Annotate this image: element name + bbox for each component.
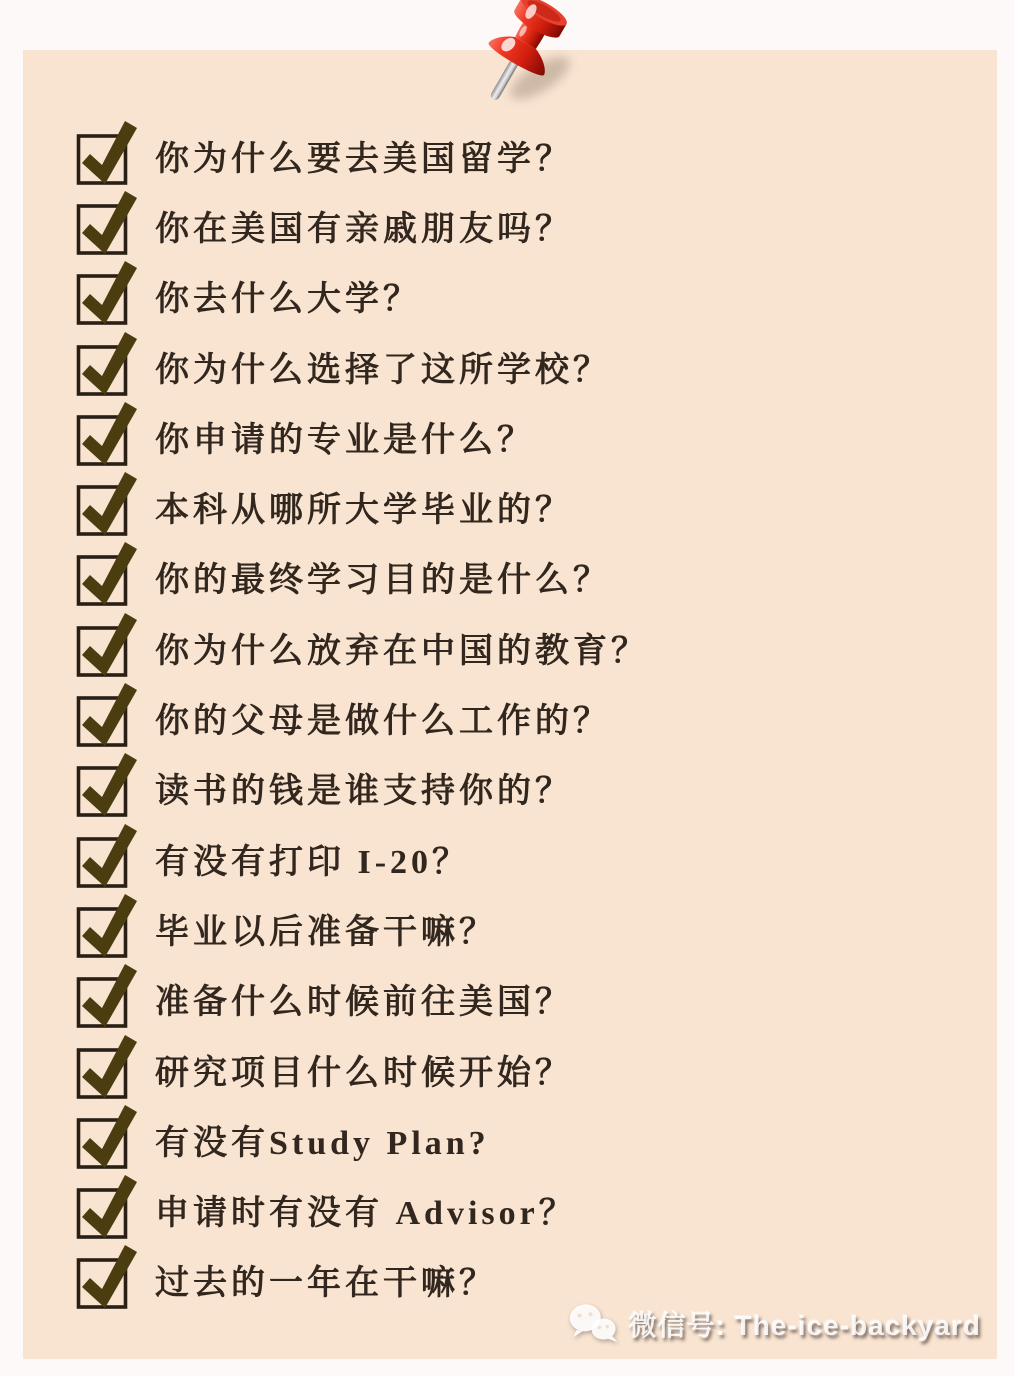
item-label: 你去什么大学？ <box>155 281 421 319</box>
checklist-item <box>23 1174 997 1244</box>
checklist-item <box>23 401 997 471</box>
checklist-item <box>23 471 997 541</box>
checked-checkbox-icon <box>75 536 141 610</box>
checklist-item <box>23 1104 997 1174</box>
wechat-icon <box>569 1301 619 1347</box>
checked-checkbox-icon <box>75 115 141 189</box>
watermark-text: 微信号: The-ice-backyard <box>628 1310 981 1341</box>
checked-checkbox-icon <box>75 747 141 821</box>
item-label: 有没有打印 I-20？ <box>155 843 471 881</box>
red-pushpin-icon <box>448 0 598 138</box>
checked-checkbox-icon <box>75 958 141 1032</box>
checked-checkbox-icon <box>75 818 141 892</box>
item-label: 你在美国有亲戚朋友吗？ <box>155 210 573 248</box>
item-label: 申请时有没有 Advisor？ <box>155 1195 577 1233</box>
item-label: 本科从哪所大学毕业的？ <box>155 492 573 530</box>
checklist-item <box>23 682 997 752</box>
checklist-item <box>23 893 997 963</box>
item-label: 读书的钱是谁支持你的？ <box>155 773 573 811</box>
checked-checkbox-icon <box>75 1099 141 1173</box>
item-label: 有没有Study Plan? <box>155 1124 490 1162</box>
checklist-item <box>23 753 997 823</box>
checked-checkbox-icon <box>75 396 141 470</box>
checked-checkbox-icon <box>75 326 141 400</box>
checklist-item <box>23 331 997 401</box>
note-panel <box>23 50 997 1359</box>
item-label: 研究项目什么时候开始？ <box>155 1054 573 1092</box>
checklist-item <box>23 823 997 893</box>
checklist-item <box>23 190 997 260</box>
checklist-item <box>23 1034 997 1104</box>
checklist <box>23 120 997 1315</box>
checked-checkbox-icon <box>75 185 141 259</box>
item-label: 毕业以后准备干嘛？ <box>155 913 497 951</box>
checked-checkbox-icon <box>75 255 141 329</box>
item-label: 你为什么选择了这所学校？ <box>155 351 611 389</box>
item-label: 准备什么时候前往美国？ <box>155 984 573 1022</box>
checked-checkbox-icon <box>75 1239 141 1313</box>
checklist-item <box>23 964 997 1034</box>
checked-checkbox-icon <box>75 1169 141 1243</box>
checklist-item <box>23 542 997 612</box>
checked-checkbox-icon <box>75 607 141 681</box>
checked-checkbox-icon <box>75 466 141 540</box>
checked-checkbox-icon <box>75 888 141 962</box>
item-label: 你为什么放弃在中国的教育？ <box>155 632 649 670</box>
item-label: 你的最终学习目的是什么？ <box>155 562 611 600</box>
item-label: 你申请的专业是什么？ <box>155 421 535 459</box>
checked-checkbox-icon <box>75 677 141 751</box>
item-label: 你为什么要去美国留学？ <box>155 140 573 178</box>
checklist-item <box>23 612 997 682</box>
watermark <box>569 1301 981 1347</box>
checklist-item <box>23 261 997 331</box>
item-label: 你的父母是做什么工作的？ <box>155 703 611 741</box>
item-label: 过去的一年在干嘛？ <box>155 1265 497 1303</box>
checked-checkbox-icon <box>75 1029 141 1103</box>
